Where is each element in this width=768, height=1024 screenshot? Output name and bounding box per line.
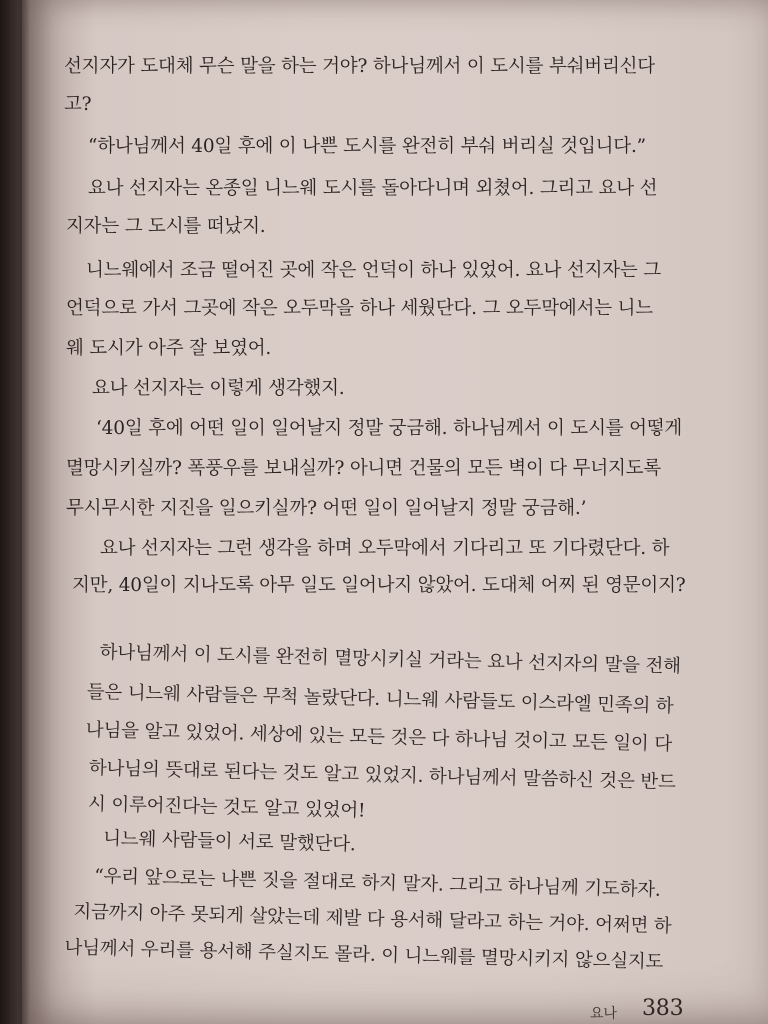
- text-line: 무시무시한 지진을 일으키실까? 어떤 일이 일어날지 정말 궁금해.’: [66, 498, 587, 519]
- text-line: 지금까지 아주 못되게 살았는데 제발 다 용서해 달라고 하는 거야. 어쩌면 하: [73, 901, 672, 938]
- running-footer-section: 요나: [590, 1006, 617, 1022]
- text-line: 시 이루어진다는 것도 알고 있었어!: [87, 793, 366, 822]
- text-line: 지자는 그 도시를 떠났지.: [66, 216, 266, 237]
- text-line: 나님께서 우리를 용서해 주실지도 몰라. 이 니느웨를 멸망시키지 않으실지도: [64, 937, 664, 973]
- text-line: “우리 앞으로는 나쁜 짓을 절대로 하지 말자. 그리고 하나님께 기도하자.: [93, 865, 661, 901]
- text-line: 하나님의 뜻대로 된다는 것도 알고 있었지. 하나님께서 말씀하신 것은 반드: [88, 757, 676, 794]
- text-line: 고?: [64, 94, 92, 115]
- page-number: 383: [642, 996, 684, 1021]
- text-line: 니느웨에서 조금 떨어진 곳에 작은 언덕이 하나 있었어. 요나 선지자는 그: [86, 260, 661, 281]
- text-line: 멸망시키실까? 폭풍우를 보내실까? 아니면 건물의 모든 벽이 다 무너지도록: [66, 458, 662, 479]
- text-line: 언덕으로 가서 그곳에 작은 오두막을 하나 세웠단다. 그 오두막에서는 니느: [66, 298, 653, 319]
- text-line: 나님을 알고 있었어. 세상에 있는 모든 것은 다 하나님 것이고 모든 일이 다: [85, 719, 673, 756]
- text-line: 선지자가 도대체 무슨 말을 하는 거야? 하나님께서 이 도시를 부숴버리신다: [64, 56, 655, 77]
- text-line: 니느웨 사람들이 서로 말했단다.: [102, 828, 356, 856]
- text-line: 요나 선지자는 온종일 니느웨 도시를 돌아다니며 외쳤어. 그리고 요나 선: [88, 178, 658, 199]
- text-line: 웨 도시가 아주 잘 보였어.: [66, 338, 272, 359]
- text-line: ‘40일 후에 어떤 일이 일어날지 정말 궁금해. 하나님께서 이 도시를 어떻게: [96, 418, 683, 439]
- text-line: 요나 선지자는 그런 생각을 하며 오두막에서 기다리고 또 기다렸단다. 하: [100, 538, 670, 559]
- text-line: 지만, 40일이 지나도록 아무 일도 일어나지 않았어. 도대체 어찌 된 영문이지?: [72, 575, 686, 596]
- text-line: 하나님께서 이 도시를 완전히 멸망시키실 거라는 요나 선지자의 말을 전해: [99, 641, 682, 678]
- text-line: 들은 니느웨 사람들은 무척 놀랐단다. 니느웨 사람들도 이스라엘 민족의 하: [86, 681, 674, 718]
- text-line: 요나 선지자는 이렇게 생각했지.: [92, 378, 345, 399]
- text-line: “하나님께서 40일 후에 이 나쁜 도시를 완전히 부숴 버리실 것입니다.”: [88, 136, 646, 157]
